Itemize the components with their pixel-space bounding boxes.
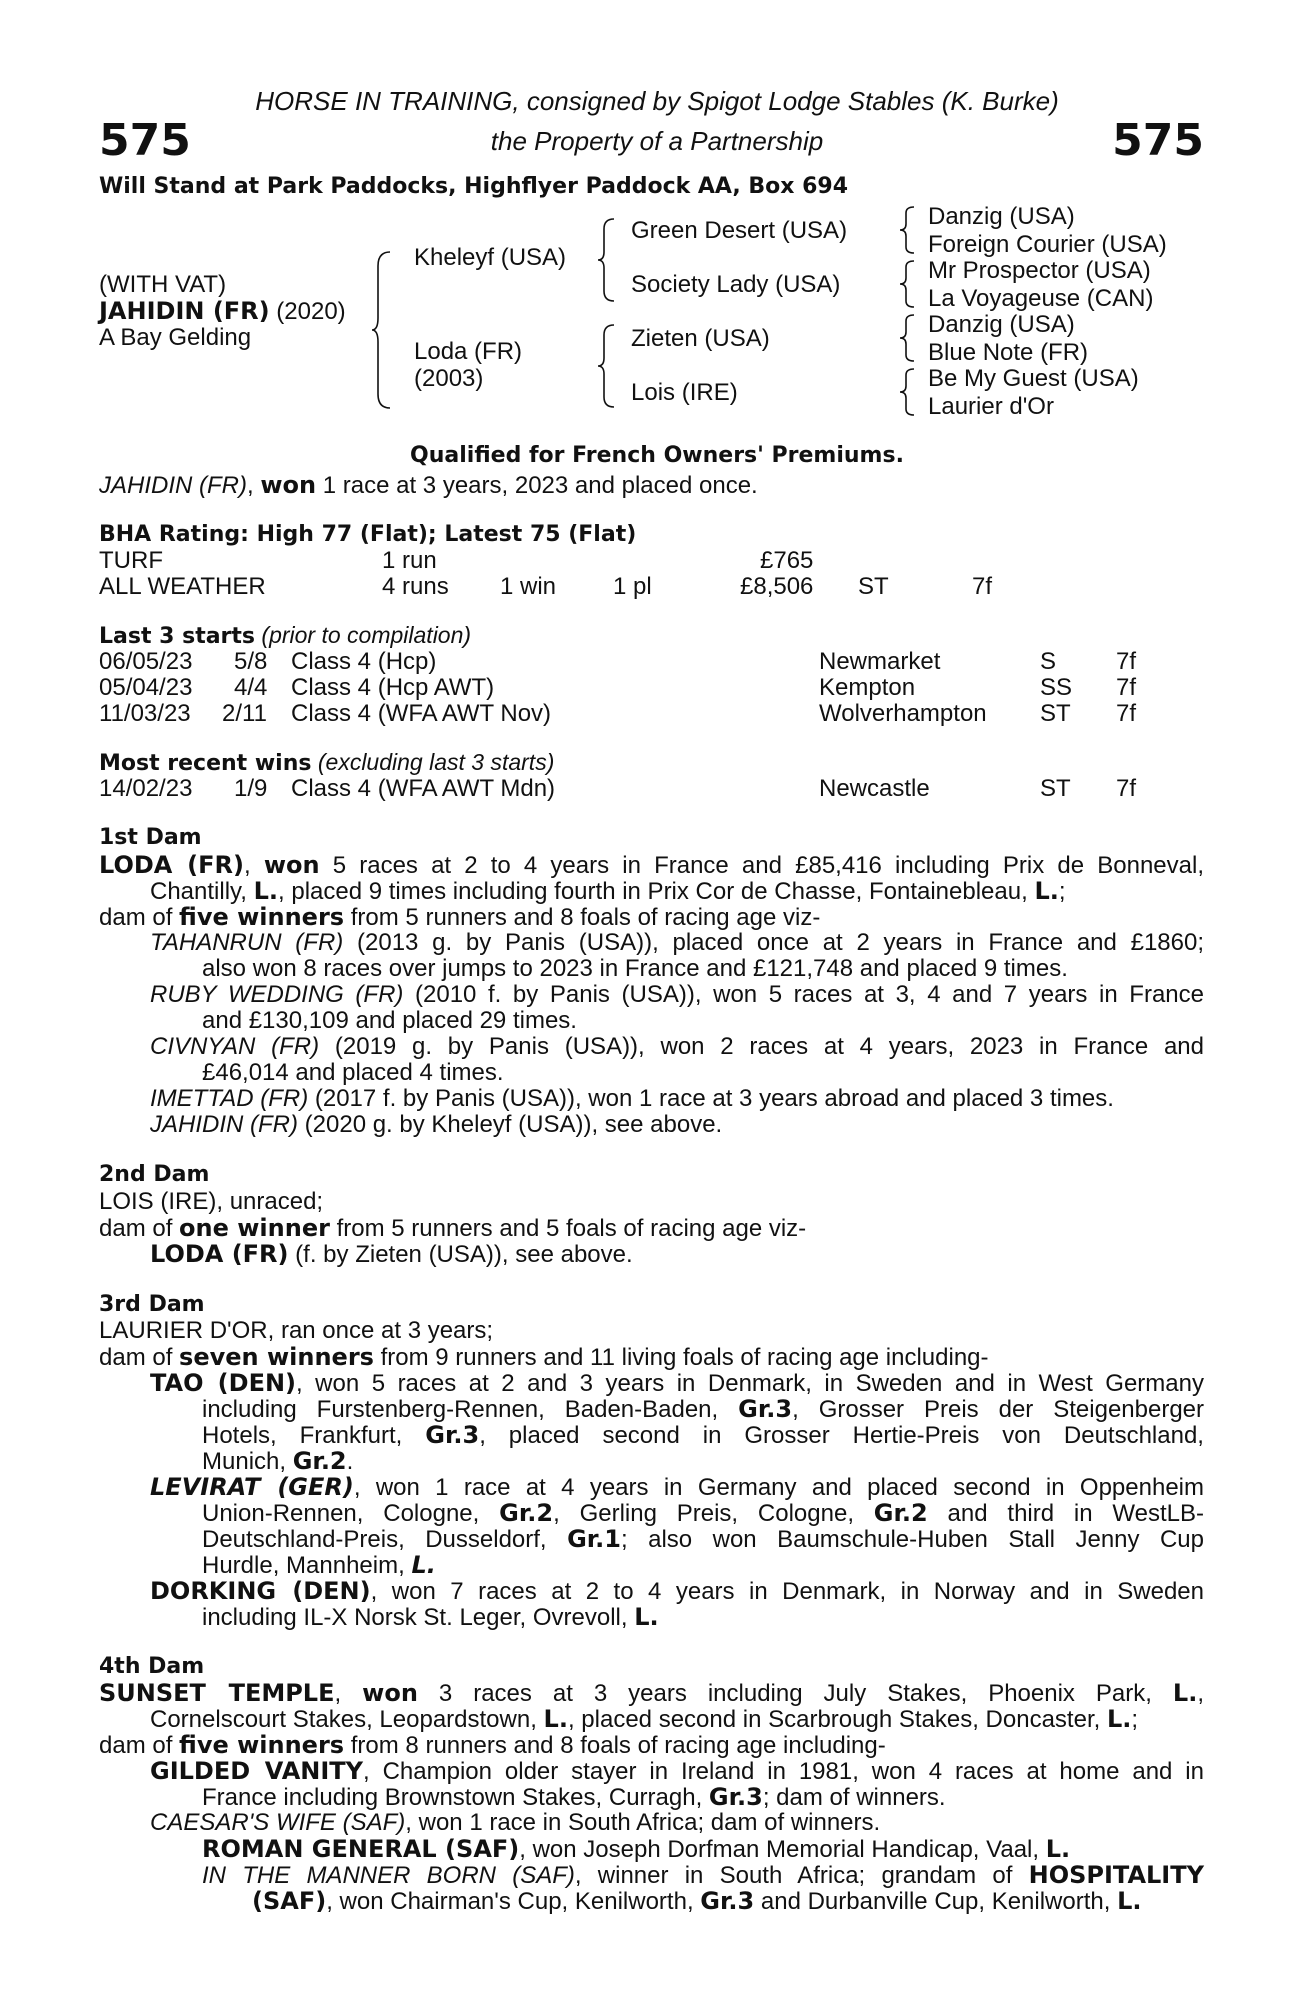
grandsire-maternal: Zieten (USA) (631, 325, 770, 352)
sire: Kheleyf (USA) (414, 244, 567, 271)
great-grandparent-3: Mr Prospector (USA) (928, 257, 1151, 284)
dam3-line: Deutschland-Preis, Dusseldorf, Gr.1; also won Baumschule-Huben Stall Jenny Cup (202, 1525, 1204, 1553)
great-grandparent-7: Be My Guest (USA) (928, 365, 1139, 392)
horse-description: A Bay Gelding (99, 324, 252, 351)
great-grandparent-8: Laurier d'Or (928, 393, 1054, 420)
dam2-line: LOIS (IRE), unraced; (99, 1188, 324, 1215)
summary-text: 1 race at 3 years, 2023 and placed once. (316, 472, 758, 499)
rating-surface: ALL WEATHER (99, 573, 266, 600)
dam1-line: LODA (FR), won 5 races at 2 to 4 years in France and £85,416 including Prix de Bonneval, (99, 851, 1204, 879)
dam1-line: £46,014 and placed 4 times. (202, 1059, 504, 1086)
dam3-line: Union-Rennen, Cologne, Gr.2, Gerling Preis, Cologne, Gr.2 and third in WestLB- (202, 1499, 1204, 1527)
summary-won: won (260, 471, 317, 499)
catalogue-page: 575 575 HORSE IN TRAINING, consigned by Spigot Lodge Stables (K. Burke) the Property of a Partnership Will Stand at Park Paddocks, Highflyer Paddock AA, Box 694 (WITH VAT) JAHIDIN (FR) (2020) A Bay Gelding Kheleyf (USA) Loda (FR) (2003) Green Desert (USA) Society Lady (USA) Zieten (USA) Lois (IRE) Danzig (USA) Foreign Courier (USA) Mr Prospector (USA) La Voyageuse (CAN) Danzig (USA) Blue Note (FR) Be My Guest (USA) Laurier d'Or Qualified for French Owners' Premiums. JAHIDIN (FR), won 1 race at 3 years, 2023 and placed once. BHA Rating: High 77 (Flat); Latest 75 (Flat) TURF 1 run £765 ALL WEATHER 4 runs 1 win 1 pl £8,506 ST 7f Last 3 starts (prior to compilation) 06/05/23 5/8 Class 4 (Hcp) Newmarket S 7f 05/04/23 4/4 Class 4 (Hcp AWT) Kempton SS 7f 11/03/23 2/11 Class 4 (WFA AWT Nov) Wolverhampton ST 7f Most recent wins (excluding last 3 starts) 14/02/23 1/9 Class 4 (WFA AWT Mdn) Newcastle ST 7f 1st Dam LODA (FR), won 5 races at 2 to 4 years in France and £85,416 including Prix de Bonneval, Chantilly, L., placed 9 times including fourth in Prix Cor de Chasse, Fontainebleau, L.; dam of five winners from 5 runners and 8 foals of racing age viz- TAHANRUN (FR) (2013 g. by Panis (USA)), placed once at 2 years in France and £1860; also won 8 races over jumps to 2023 in France and £121,748 and placed 9 times. RUBY WEDDING (FR) (2010 f. by Panis (USA)), won 5 races at 3, 4 and 7 years in France and £130,109 and placed 29 times. CIVNYAN (FR) (2019 g. by Panis (USA)), won 2 races at 4 years, 2023 in France and £46,014 and placed 4 times. IMETTAD (FR) (2017 f. by Panis (USA)), won 1 race at 3 years abroad and placed 3 times. JAHIDIN (FR) (2020 g. by Kheleyf (USA)), see above. 2nd Dam LOIS (IRE), unraced; dam of one winner from 5 runners and 5 foals of racing age viz- LODA (FR) (f. by Zieten (USA)), see above. 3rd Dam LAURIER D'OR, ran once at 3 years; dam of seven winners from 9 runners and 11 living foals of racing age including- TAO (DEN), won 5 races at 2 and 3 years in Denmark, in Sweden and in West Germany including Furstenberg-Rennen, Baden-Baden, Gr.3, Grosser Preis der Steigenberger Hotels, Frankfurt, Gr.3, placed second in Grosser Hertie-Preis von Deutschland, Munich, Gr.2. LEVIRAT (GER), won 1 race at 4 years in Germany and placed second in Oppenheim Union-Rennen, Cologne, Gr.2, Gerling Preis, Cologne, Gr.2 and third in WestLB- Deutschland-Preis, Dusseldorf, Gr.1; also won Baumschule-Huben Stall Jenny Cup Hurdle, Mannheim, L. DORKING (DEN), won 7 races at 2 to 4 years in Denmark, in Norway and in Sweden including IL-X Norsk St. Leger, Ovrevoll, L. 4th Dam SUNSET TEMPLE, won 3 races at 3 years including July Stakes, Phoenix Park, L., Cornelscourt Stakes, Leopardstown, L., placed second in Scarbrough Stakes, Doncaster, L.; dam of five winners from 8 runners and 8 foals of racing age including- GILDED VANITY, Champion older stayer in Ireland in 1981, won 4 races at home and in France including Brownstown Stakes, Curragh, Gr.3; dam of winners. CAESAR'S WIFE (SAF), won 1 race in South Africa; dam of winners. ROMAN GENERAL (SAF), won Joseph Dorfman Memorial Handicap, Vaal, L. IN THE MANNER BORN (SAF), winner in South Africa; grandam of HOSPITALITY (SAF), won Chairman's Cup, Kenilworth, Gr.3 and Durbanville Cup, Kenilworth, L. (0, 0, 1314, 2000)
dam1-line: JAHIDIN (FR) (2020 g. by Kheleyf (USA)), see above. (150, 1111, 723, 1138)
rating-prize: £8,506 (740, 573, 814, 600)
lot-number-left: 575 (99, 115, 191, 166)
granddam-maternal: Lois (IRE) (631, 379, 738, 406)
rating-surface: TURF (99, 547, 163, 574)
dam4-line: dam of five winners from 8 runners and 8 foals of racing age including- (99, 1731, 886, 1759)
dam3-line: Munich, Gr.2. (202, 1447, 354, 1475)
dam3-line: LAURIER D'OR, ran once at 3 years; (99, 1317, 494, 1344)
race-summary: JAHIDIN (FR), won 1 race at 3 years, 2023 and placed once. (99, 471, 758, 499)
last3-title: Last 3 starts (prior to compilation) (99, 622, 472, 649)
dam4-line: Cornelscourt Stakes, Leopardstown, L., placed second in Scarbrough Stakes, Doncaster, L.; (150, 1705, 1139, 1733)
dam1-title: 1st Dam (99, 825, 202, 850)
brace-gg-1 (900, 205, 918, 255)
rating-going: ST (858, 573, 889, 600)
bha-rating-title: BHA Rating: High 77 (Flat); Latest 75 (Flat) (99, 522, 637, 547)
dam1-line: CIVNYAN (FR) (2019 g. by Panis (USA)), won 2 races at 4 years, 2023 in France and (150, 1033, 1204, 1060)
brace-gg-3 (900, 313, 918, 363)
rating-placed: 1 pl (613, 573, 652, 600)
dam4-line: (SAF), won Chairman's Cup, Kenilworth, Gr.3 and Durbanville Cup, Kenilworth, L. (252, 1887, 1142, 1915)
dam3-line: DORKING (DEN), won 7 races at 2 to 4 years in Denmark, in Norway and in Sweden (150, 1577, 1205, 1605)
great-grandparent-1: Danzig (USA) (928, 203, 1075, 230)
property-line: the Property of a Partnership (490, 126, 824, 156)
dam-name: Loda (FR) (414, 338, 523, 365)
dam2-line: LODA (FR) (f. by Zieten (USA)), see above. (150, 1240, 633, 1268)
dam3-line: including Furstenberg-Rennen, Baden-Baden, Gr.3, Grosser Preis der Steigenberger (202, 1395, 1205, 1423)
brace-sire (598, 217, 618, 303)
dam3-line: Hurdle, Mannheim, L. (202, 1551, 436, 1579)
dam2-line: dam of one winner from 5 runners and 5 foals of racing age viz- (99, 1214, 807, 1242)
horse-name-line (99, 298, 346, 325)
dam4-line: SUNSET TEMPLE, won 3 races at 3 years including July Stakes, Phoenix Park, L., (99, 1679, 1204, 1707)
granddam-paternal: Society Lady (USA) (631, 271, 841, 298)
grandsire-paternal: Green Desert (USA) (631, 217, 848, 244)
summary-horse: JAHIDIN (FR) (99, 472, 247, 499)
great-grandparent-5: Danzig (USA) (928, 311, 1075, 338)
dam-year: (2003) (414, 365, 484, 392)
stand-line: Will Stand at Park Paddocks, Highflyer Paddock AA, Box 694 (99, 174, 849, 199)
great-grandparent-6: Blue Note (FR) (928, 339, 1089, 366)
great-grandparent-2: Foreign Courier (USA) (928, 231, 1167, 258)
dam3-line: including IL-X Norsk St. Leger, Ovrevoll, L. (202, 1603, 659, 1631)
dam1-line: RUBY WEDDING (FR) (2010 f. by Panis (USA)), won 5 races at 3, 4 and 7 years in France (150, 981, 1204, 1008)
dam4-line: GILDED VANITY, Champion older stayer in Ireland in 1981, won 4 races at home and in (150, 1757, 1204, 1785)
dam3-line: TAO (DEN), won 5 races at 2 and 3 years in Denmark, in Sweden and in West Germany (150, 1369, 1204, 1397)
dam1-line: IMETTAD (FR) (2017 f. by Panis (USA)), won 1 race at 3 years abroad and placed 3 times. (150, 1085, 1114, 1112)
rating-prize: £765 (760, 547, 814, 574)
dam4-line: IN THE MANNER BORN (SAF), winner in South Africa; grandam of HOSPITALITY (202, 1861, 1204, 1889)
rating-runs: 4 runs (382, 573, 449, 600)
dam1-line: dam of five winners from 5 runners and 8 foals of racing age viz- (99, 903, 821, 931)
vat-note: (WITH VAT) (99, 271, 227, 298)
dam1-line: and £130,109 and placed 29 times. (202, 1007, 577, 1034)
dam1-line: also won 8 races over jumps to 2023 in France and £121,748 and placed 9 times. (202, 955, 1068, 982)
brace-main (372, 250, 394, 410)
premiums-note: Qualified for French Owners' Premiums. (410, 443, 904, 468)
rating-runs: 1 run (382, 547, 437, 574)
dam4-line: CAESAR'S WIFE (SAF), won 1 race in South Africa; dam of winners. (150, 1809, 881, 1836)
dam1-line: Chantilly, L., placed 9 times including fourth in Prix Cor de Chasse, Fontainebleau, L.; (150, 877, 1066, 905)
horse-year: (2020) (276, 298, 346, 325)
rating-distance: 7f (972, 573, 993, 600)
dam4-line: France including Brownstown Stakes, Curragh, Gr.3; dam of winners. (202, 1783, 946, 1811)
brace-gg-2 (900, 259, 918, 309)
dam2-title: 2nd Dam (99, 1162, 210, 1187)
dam4-line: ROMAN GENERAL (SAF), won Joseph Dorfman Memorial Handicap, Vaal, L. (202, 1835, 1071, 1863)
great-grandparent-4: La Voyageuse (CAN) (928, 285, 1154, 312)
dam3-line: LEVIRAT (GER), won 1 race at 4 years in Germany and placed second in Oppenheim (150, 1473, 1204, 1501)
dam1-line: TAHANRUN (FR) (2013 g. by Panis (USA)), placed once at 2 years in France and £1860; (150, 929, 1205, 956)
dam3-title: 3rd Dam (99, 1292, 205, 1317)
dam3-line: Hotels, Frankfurt, Gr.3, placed second in Grosser Hertie-Preis von Deutschland, (202, 1421, 1204, 1449)
consignment-line: HORSE IN TRAINING, consigned by Spigot Lodge Stables (K. Burke) (255, 86, 1059, 116)
horse-name: JAHIDIN (FR) (99, 297, 270, 325)
dam3-line: dam of seven winners from 9 runners and 11 living foals of racing age including- (99, 1343, 989, 1371)
brace-dam (598, 323, 618, 409)
recent-wins-title: Most recent wins (excluding last 3 starts) (99, 749, 555, 776)
lot-number-right: 575 (1112, 115, 1204, 166)
rating-wins: 1 win (500, 573, 557, 600)
dam4-title: 4th Dam (99, 1654, 205, 1679)
brace-gg-4 (900, 367, 918, 417)
